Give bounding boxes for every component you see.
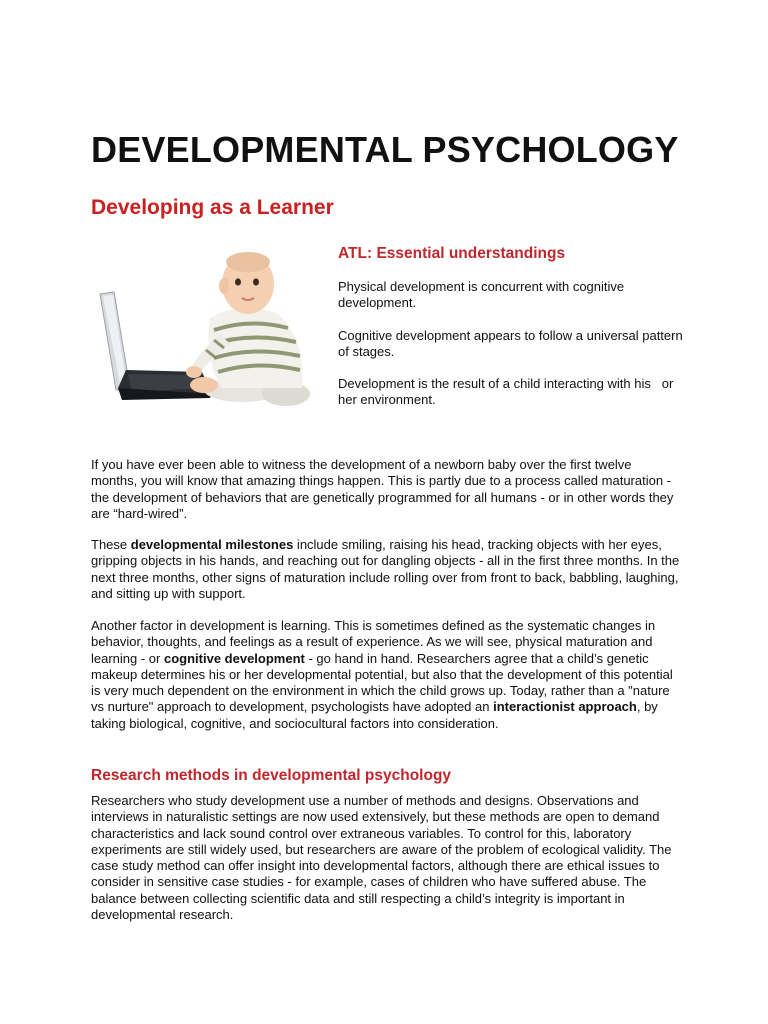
term-cognitive-development: cognitive development — [163, 650, 305, 666]
atl-heading: ATL: Essential understandings — [338, 245, 566, 262]
atl-item: Cognitive development appears to follow a universal pattern of stages. — [338, 328, 683, 360]
term-developmental-milestones: developmental milestones — [130, 537, 294, 552]
page-title: DEVELOPMENTAL PSYCHOLOGY — [91, 129, 679, 170]
term-interactionist-approach: interactionist approach — [493, 699, 637, 715]
intro-paragraph: If you have ever been able to witness the development of a newborn baby over the first twelve months, you will know that amazing things happen. This is partly due to a process called maturation - the development of behaviors that are genetically programmed for all humans - or in other words they are “hard-wired”. — [91, 457, 674, 521]
paragraph-text: include smiling, raising his head, tracking objects with her eyes, gripping objects in his hands, and reaching out for dangling objects - all in the first three months. In the next three months, other signs of maturation include rolling over from front to back, babbling, laughing, and sitting up with support. — [91, 537, 680, 601]
research-methods-heading: Research methods in developmental psychology — [91, 767, 452, 784]
paragraph-text: These — [91, 537, 131, 552]
paragraph-text: - go hand in hand. Researchers agree that a child’s genetic makeup determines his or her developmental potential, but also that the development of this potential is very much dependent on the environment in which the child grows up. Today, rather than a "nature vs nurture" approach to development, psychologists have adopted an — [91, 650, 673, 715]
page-subtitle: Developing as a Learner — [91, 196, 334, 219]
research-methods-paragraph: Researchers who study development use a number of methods and designs. Observations and interviews in naturalistic settings are now used extensively, but these methods are open to demand characteristics and lack sound control over extraneous variables. To control for this, laboratory experiments are still widely used, but researchers are aware of the problem of ecological validity. The case study method can offer insight into developmental factors, although there are ethical issues to consider in sensitive case studies - for example, cases of children who have suffered abuse. The balance between collecting scientific data and still respecting a child’s integrity is important in developmental research. — [91, 793, 672, 923]
learning-paragraph — [91, 618, 681, 732]
paragraph-text: , by taking biological, cognitive, and sociocultural factors into consideration. — [91, 699, 658, 731]
paragraph-text: Another factor in development is learning. This is sometimes defined as the systematic changes in behavior, thoughts, and feelings as a result of experience. As we will see, physical maturation and learning - or — [91, 618, 656, 666]
baby-laptop-image — [92, 248, 324, 416]
milestones-paragraph — [91, 537, 681, 602]
atl-item: Physical development is concurrent with cognitive development. — [338, 279, 625, 311]
atl-item: Development is the result of a child interacting with his or her environment. — [338, 376, 677, 408]
